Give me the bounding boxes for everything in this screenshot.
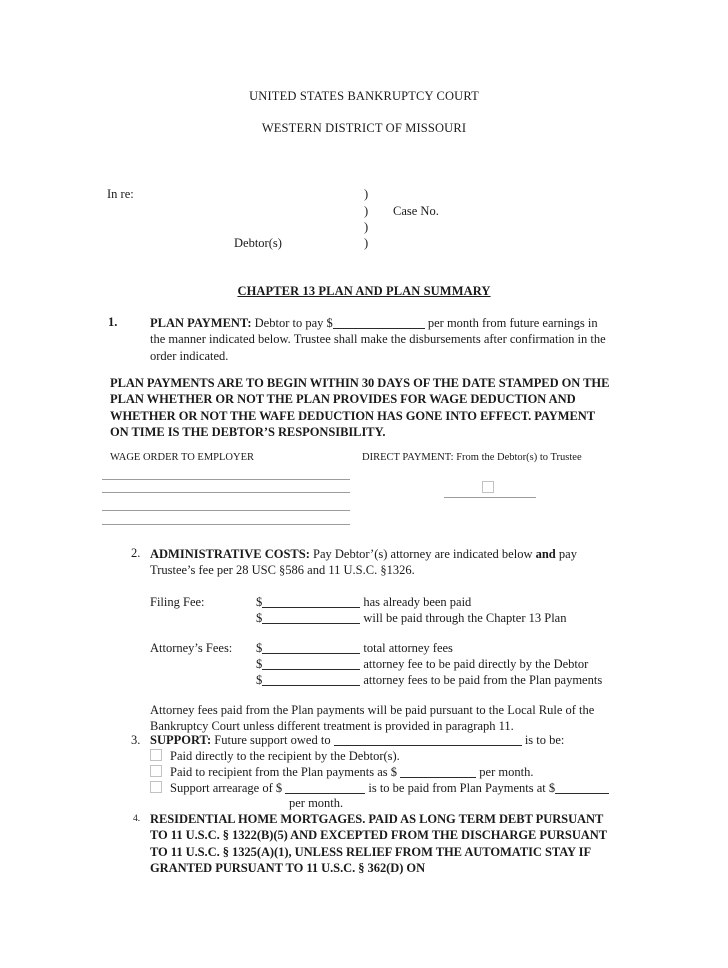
item-3-number: 3.	[131, 733, 141, 747]
support-option-3-payment-blank[interactable]	[555, 793, 609, 794]
fee-row-2-prefix: $	[256, 611, 263, 625]
support-option-1-checkbox[interactable]	[150, 749, 162, 761]
direct-payment-line[interactable]	[444, 497, 536, 498]
item-1-amount-blank[interactable]	[333, 328, 425, 329]
support-option-2-checkbox[interactable]	[150, 765, 162, 777]
fee-row-3-blank[interactable]	[262, 653, 360, 654]
wage-order-line-1[interactable]	[102, 479, 350, 480]
support-option-2-label-a: Paid to recipient from the Plan payments as $	[170, 765, 401, 779]
caption-paren-2: )	[364, 204, 369, 218]
caption-paren-3: )	[364, 220, 369, 234]
wage-order-line-4[interactable]	[102, 524, 350, 525]
fee-row-5-prefix: $	[256, 673, 263, 687]
court-district: WESTERN DISTRICT OF MISSOURI	[261, 121, 467, 135]
support-option-2-label-b: per month.	[476, 765, 534, 779]
caption-in-re-label: In re:	[107, 187, 134, 201]
fee-row-1-suffix: has already been paid	[360, 595, 472, 609]
item-2-text-cont: pay Trustee’s fee per 28 USC §586 and 11 U.S.C. §1326.	[150, 547, 577, 578]
item-3-text-after: is to be:	[521, 733, 565, 747]
item-1-body	[150, 315, 615, 364]
item-3-heading: SUPPORT:	[150, 733, 212, 747]
wage-order-label: WAGE ORDER TO EMPLOYER	[110, 452, 254, 463]
direct-payment-checkbox[interactable]	[482, 481, 494, 493]
fee-row	[256, 611, 566, 626]
direct-payment-label: DIRECT PAYMENT: From the Debtor(s) to Trustee	[362, 452, 582, 463]
fee-row-4-prefix: $	[256, 657, 263, 671]
item-2-number: 2.	[131, 546, 141, 560]
fee-row-1-blank[interactable]	[262, 607, 360, 608]
support-option-2-amount-blank[interactable]	[400, 777, 476, 778]
item-3-text-before: Future support owed to	[211, 733, 334, 747]
wage-order-line-3[interactable]	[102, 510, 350, 511]
item-1-text-before: Debtor to pay $	[251, 316, 333, 330]
item-3-recipient-blank[interactable]	[334, 745, 522, 746]
wage-order-line-2[interactable]	[102, 492, 350, 493]
fee-row-5-blank[interactable]	[262, 685, 360, 686]
support-option-3-arrearage-blank[interactable]	[285, 793, 365, 794]
support-option-3-label-a: Support arrearage of $	[170, 781, 286, 795]
plan-payment-warning: PLAN PAYMENTS ARE TO BEGIN WITHIN 30 DAYS OF THE DATE STAMPED ON THE PLAN WHETHER OR NOT THE PLAN PROVIDES FOR WAGE DEDUCTION AND WHETHER OR NOT THE WAFE DEDUCTION HAS GONE INTO EFFECT. PAYMENT ON TIME IS THE DEBTOR’S RESPONSIBILITY.	[110, 376, 610, 440]
support-option-3-label-b: is to be paid from Plan Payments at $	[365, 781, 556, 795]
attorney-fees-note: Attorney fees paid from the Plan payments will be paid pursuant to the Local Rule of the Bankruptcy Court unless different treatment is provided in paragraph 11.	[150, 703, 595, 734]
item-3-heading-row	[150, 733, 564, 748]
caption-case-number-label: Case No.	[393, 204, 439, 218]
filing-fee-label: Filing Fee:	[150, 595, 205, 609]
item-2-heading: ADMINISTRATIVE COSTS:	[150, 547, 310, 561]
item-2-body	[150, 546, 615, 579]
fee-row-4-blank[interactable]	[262, 669, 360, 670]
caption-paren-1: )	[364, 187, 369, 201]
item-4-body: RESIDENTIAL HOME MORTGAGES. PAID AS LONG TERM DEBT PURSUANT TO 11 U.S.C. § 1322(B)(5) AND EXCEPTED FROM THE DISCHARGE PURSUANT TO 11 U.S.C. § 1325(A)(1), UNLESS RELIEF FROM THE AUTOMATIC STAY IF GRANTED PURSUANT TO 11 U.S.C. § 362(D) ON	[150, 812, 607, 875]
support-option-row	[150, 765, 533, 780]
court-name: UNITED STATES BANKRUPTCY COURT	[249, 89, 479, 103]
fee-row	[256, 657, 588, 672]
fee-row-2-blank[interactable]	[262, 623, 360, 624]
item-4-number: 4.	[133, 814, 141, 824]
caption-debtors-label: Debtor(s)	[234, 236, 282, 250]
fee-row-3-suffix: total attorney fees	[360, 641, 453, 655]
support-option-row	[150, 781, 609, 796]
item-2-bold-and: and	[535, 547, 556, 561]
document-title: CHAPTER 13 PLAN AND PLAN SUMMARY	[237, 284, 491, 298]
fee-row-3-prefix: $	[256, 641, 263, 655]
fee-row-4-suffix: attorney fee to be paid directly by the Debtor	[360, 657, 589, 671]
item-1-text-after: per month from future earnings in the manner indicated below. Trustee shall make the disbursements after confirmation in the order indicated.	[150, 316, 606, 363]
fee-row-1-prefix: $	[256, 595, 263, 609]
attorney-fee-label: Attorney’s Fees:	[150, 641, 233, 655]
support-option-3-checkbox[interactable]	[150, 781, 162, 793]
fee-row-2-suffix: will be paid through the Chapter 13 Plan	[360, 611, 567, 625]
fee-row-5-suffix: attorney fees to be paid from the Plan payments	[360, 673, 603, 687]
fee-row	[256, 641, 453, 656]
fee-row	[256, 595, 471, 610]
item-2-text: Pay Debtor’(s) attorney are indicated below	[309, 547, 536, 561]
caption-paren-4: )	[364, 236, 369, 250]
support-option-row	[150, 749, 400, 764]
support-option-1-label: Paid directly to the recipient by the Debtor(s).	[170, 749, 400, 763]
fee-row	[256, 673, 602, 688]
support-option-3-continuation: per month.	[289, 796, 344, 810]
item-1-number: 1.	[108, 315, 118, 329]
item-1-heading: PLAN PAYMENT:	[150, 316, 252, 330]
